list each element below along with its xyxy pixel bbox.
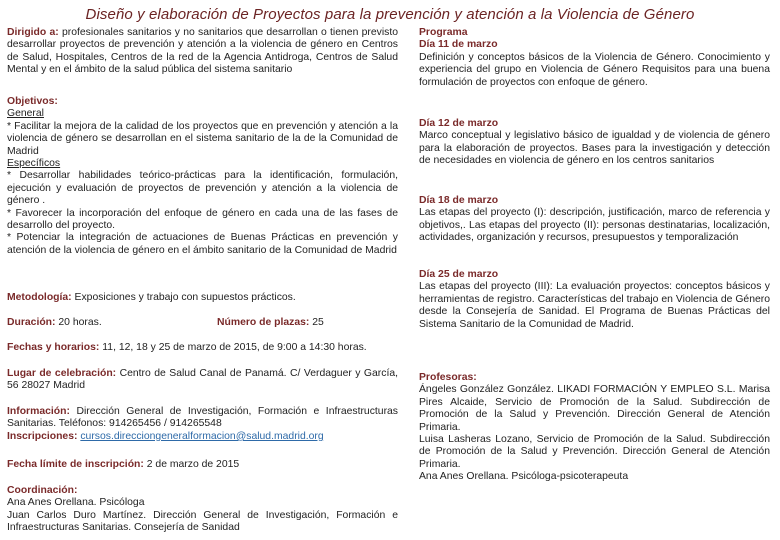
programa-label: Programa xyxy=(419,27,468,38)
dia-11-label: Día 11 de marzo xyxy=(419,39,498,51)
plazas-text: 25 xyxy=(309,317,324,328)
metodologia-text: Exposiciones y trabajo con supuestos prácticos. xyxy=(71,292,296,303)
objetivo-general-label: General xyxy=(7,108,44,120)
profesoras-section xyxy=(419,372,770,484)
metodologia-label: Metodología: xyxy=(7,292,72,303)
coordinacion-line-2: Juan Carlos Duro Martínez. Dirección General de Investigación, Formación e Infraestructuras Sanitarias. Consejería de Sanidad xyxy=(7,509,398,534)
fechas-section xyxy=(7,342,398,354)
dia-25-text: Las etapas del proyecto (III): La evaluación proyectos: conceptos básicos y herramientas de registro. Características del trabajo en Violencia de Género desde la Consejería de Sanidad. El Programa de Buenas Prácticas del Sistema Sanitario de la Comunidad de Madrid. xyxy=(419,281,770,330)
profesoras-text-1: Ángeles González González. LIKADI FORMACIÓN Y EMPLEO S.L. Marisa Pires Alcaide, Servicio de Promoción de la Salud. Subdirección de Promoción de la Salud y Prevención. Dirección General de Atención Primaria. xyxy=(419,384,770,433)
objetivo-especifico-2: * Favorecer la incorporación del enfoque de género en cada una de las fases de desarrollo del proyecto. xyxy=(7,207,398,232)
duracion-text: 20 horas. xyxy=(55,317,102,328)
fechas-text: 11, 12, 18 y 25 de marzo de 2015, de 9:00 a 14:30 horas. xyxy=(99,342,367,353)
fecha-limite-text: 2 de marzo de 2015 xyxy=(143,459,240,470)
programa-dia-12 xyxy=(419,118,770,168)
informacion-section xyxy=(7,406,398,443)
right-column xyxy=(419,27,770,517)
informacion-text: Dirección General de Investigación, Formación e Infraestructuras Sanitarias. Teléfonos: 914265456 / 914265548 xyxy=(7,406,398,430)
plazas-label: Número de plazas: xyxy=(217,317,310,328)
objetivo-especifico-1: * Desarrollar habilidades teórico-prácticas para la identificación, formulación, ejecución y evaluación de proyectos de prevención y atención a la violencia de género . xyxy=(7,170,398,207)
profesoras-text-2: Luisa Lasheras Lozano, Servicio de Promoción de la Salud. Subdirección de Promoción de la Salud y Prevención. Dirección General de Atención Primaria. xyxy=(419,434,770,470)
profesoras-label: Profesoras: xyxy=(419,372,477,383)
lugar-label: Lugar de celebración: xyxy=(7,368,117,379)
coordinacion-section xyxy=(7,485,398,535)
coordinacion-line-1: Ana Anes Orellana. Psicóloga xyxy=(7,497,145,509)
dirigido-section xyxy=(7,27,398,77)
objetivo-general-1: * Facilitar la mejora de la calidad de los proyectos que en prevención y atención a la violencia de género se desarrollan en el sistema sanitario de la de la Comunidad de Madrid xyxy=(7,120,398,157)
objetivos-especificos-label: Específicos xyxy=(7,158,61,170)
programa-dia-25 xyxy=(419,269,770,331)
objetivo-especifico-3: * Potenciar la integración de actuaciones de Buenas Prácticas en prevención y atención de la violencia de género en el ámbito sanitario de la Comunidad de Madrid xyxy=(7,232,398,256)
fechas-label: Fechas y horarios: xyxy=(7,342,100,353)
dia-11-text: Definición y conceptos básicos de la Violencia de Género. Conocimiento y experiencia del grupo en Violencia de Género Requisitos para una buena formulación de proyectos con enfoque de género. xyxy=(419,51,770,88)
fecha-limite-label: Fecha límite de inscripción: xyxy=(7,459,144,470)
informacion-label: Información: xyxy=(7,406,70,417)
metodologia-section xyxy=(7,292,398,304)
dia-12-text: Marco conceptual y legislativo básico de igualdad y de violencia de género para la elaboración de proyectos. Bases para la investigación y detección de necesidades en violencia de género en los centros sanitarios xyxy=(419,130,770,167)
dia-12-label: Día 12 de marzo xyxy=(419,118,499,129)
coordinacion-label: Coordinación: xyxy=(7,485,78,496)
inscripciones-email-link[interactable]: cursos.direcciongeneralformacion@salud.madrid.org xyxy=(80,430,324,442)
objetivos-section xyxy=(7,96,398,257)
inscripciones-label: Inscripciones: xyxy=(7,430,78,442)
dia-18-text: Las etapas del proyecto (I): descripción, justificación, marco de referencia y objetivos,. Las etapas del proyecto (II): personas destinatarias, localización, actividades, organización y recursos, presupuestos y temporalización xyxy=(419,207,770,244)
page-title: Diseño y elaboración de Proyectos para la prevención y atención a la Violencia de Género xyxy=(85,6,695,23)
lugar-section xyxy=(7,368,398,393)
duracion-label: Duración: xyxy=(7,317,56,328)
fecha-limite-section xyxy=(7,459,398,471)
dirigido-label: Dirigido a: xyxy=(7,27,59,38)
dia-25-label: Día 25 de marzo xyxy=(419,269,499,280)
programa-dia-11 xyxy=(419,27,770,89)
dirigido-text: profesionales sanitarios y no sanitarios que desarrollan o tienen previsto desarrollar proyectos de prevención y atención a la violencia de género en Centros de Salud, Hospitales, Centros de la red de la Agencia Antidroga, Centros de Salud Mental y en el ámbito de la salud pública del sistema sanitario xyxy=(7,27,398,76)
profesoras-text-3: Ana Anes Orellana. Psicóloga-psicoterapeuta xyxy=(419,471,629,483)
objetivos-label: Objetivos: xyxy=(7,96,58,107)
programa-dia-18 xyxy=(419,195,770,245)
lugar-text: Centro de Salud Canal de Panamá. C/ Verdaguer y García, 56 28027 Madrid xyxy=(7,368,398,392)
duracion-plazas-row xyxy=(7,317,398,329)
dia-18-label: Día 18 de marzo xyxy=(419,195,499,206)
left-column xyxy=(7,27,398,539)
